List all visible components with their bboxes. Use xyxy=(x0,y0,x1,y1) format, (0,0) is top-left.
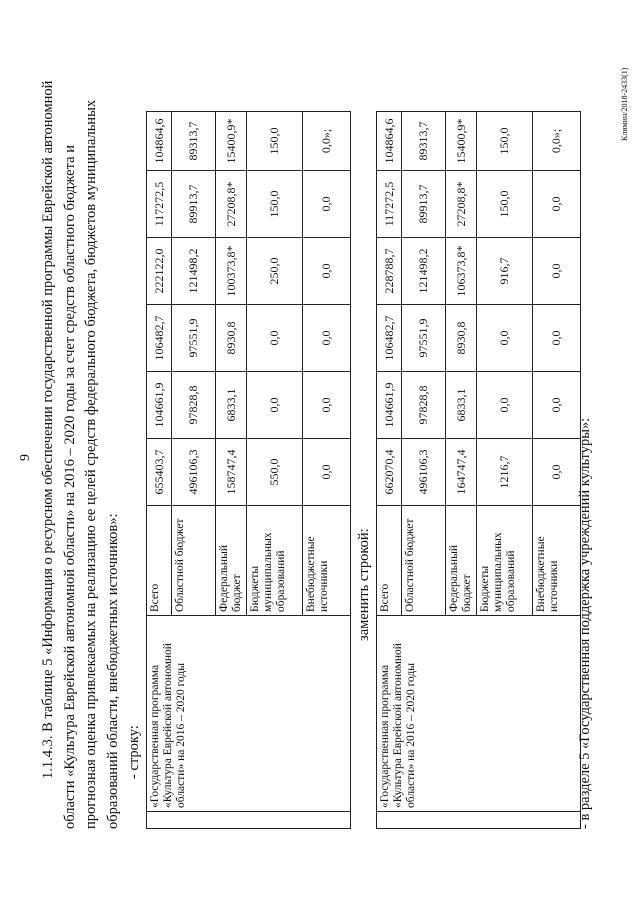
value-cell: 662070,4 xyxy=(377,439,402,506)
value-cell: 0,0 xyxy=(533,439,581,506)
table-old-row xyxy=(146,111,351,829)
source-cell: Бюджеты муниципальных образований xyxy=(247,506,303,616)
value-cell: 117272,5 xyxy=(377,171,402,238)
value-cell: 0,0 xyxy=(247,305,303,372)
value-cell: 0,0 xyxy=(533,171,581,238)
value-cell: 89313,7 xyxy=(402,112,446,171)
footer-section-5-line: - в разделе 5 «Государственная поддержка учреждений культуры»: xyxy=(577,417,593,829)
value-cell: 6833,1 xyxy=(446,372,477,439)
value-cell: 164747,4 xyxy=(446,439,477,506)
value-cell: 104661,9 xyxy=(377,372,402,439)
source-cell: Федеральный бюджет xyxy=(216,506,247,616)
page-number: 9 xyxy=(18,454,33,461)
value-cell: 0,0»; xyxy=(533,112,581,171)
value-cell: 104864,6 xyxy=(147,112,172,171)
value-cell: 6833,1 xyxy=(216,372,247,439)
value-cell: 250,0 xyxy=(247,238,303,305)
value-cell: 8930,8 xyxy=(446,305,477,372)
table-row xyxy=(147,112,172,829)
value-cell: 150,0 xyxy=(477,171,533,238)
program-name-cell: «Государственная программа «Культура Еврейской автономной области» на 2016 – 2020 годы xyxy=(377,616,581,812)
value-cell: 0,0 xyxy=(533,238,581,305)
value-cell: 150,0 xyxy=(247,112,303,171)
value-cell: 496106,3 xyxy=(172,439,216,506)
value-cell: 89913,7 xyxy=(172,171,216,238)
value-cell: 496106,3 xyxy=(402,439,446,506)
value-cell: 121498,2 xyxy=(402,238,446,305)
document-stamp: Климин/2018-2433(1) xyxy=(620,67,629,141)
source-cell: Внебюджетные источники xyxy=(533,506,581,616)
value-cell: 0,0 xyxy=(303,439,351,506)
value-cell: 27208,8* xyxy=(216,171,247,238)
value-cell: 0,0»; xyxy=(303,112,351,171)
source-cell: Бюджеты муниципальных образований xyxy=(477,506,533,616)
value-cell: 0,0 xyxy=(477,372,533,439)
value-cell: 0,0 xyxy=(533,305,581,372)
source-cell: Всего xyxy=(147,506,172,616)
value-cell: 15400,9* xyxy=(446,112,477,171)
value-cell: 158747,4 xyxy=(216,439,247,506)
value-cell: 97551,9 xyxy=(172,305,216,372)
value-cell: 117272,5 xyxy=(147,171,172,238)
value-cell: 916,7 xyxy=(477,238,533,305)
value-cell: 104661,9 xyxy=(147,372,172,439)
paragraph-line: прогнозная оценка привлекаемых на реализацию ее целей средств федерального бюджета, бюджетов муниципальных xyxy=(83,99,99,829)
paragraph-line: области «Культура Еврейской автономной области» на 2016 – 2020 годы за счет средств областного бюджета и xyxy=(61,145,78,829)
value-cell: 0,0 xyxy=(303,171,351,238)
intro-string-label: - строку: xyxy=(126,725,142,779)
source-cell: Областной бюджет xyxy=(402,506,446,616)
value-cell: 27208,8* xyxy=(446,171,477,238)
value-cell: 0,0 xyxy=(303,238,351,305)
value-cell: 0,0 xyxy=(477,305,533,372)
value-cell: 8930,8 xyxy=(216,305,247,372)
source-cell: Федеральный бюджет xyxy=(446,506,477,616)
program-name-cell: «Государственная программа «Культура Еврейской автономной области» на 2016 – 2020 годы xyxy=(147,616,351,812)
value-cell: 106482,7 xyxy=(377,305,402,372)
value-cell: 1216,7 xyxy=(477,439,533,506)
value-cell: 15400,9* xyxy=(216,112,247,171)
source-cell: Областной бюджет xyxy=(172,506,216,616)
value-cell: 222122,0 xyxy=(147,238,172,305)
value-cell: 104864,6 xyxy=(377,112,402,171)
value-cell: 89913,7 xyxy=(402,171,446,238)
value-cell: 0,0 xyxy=(303,305,351,372)
value-cell: 150,0 xyxy=(477,112,533,171)
source-cell: Внебюджетные источники xyxy=(303,506,351,616)
value-cell: 89313,7 xyxy=(172,112,216,171)
value-cell: 121498,2 xyxy=(172,238,216,305)
value-cell: 100373,8* xyxy=(216,238,247,305)
table-row xyxy=(377,112,402,829)
table-cell xyxy=(147,812,351,829)
value-cell: 150,0 xyxy=(247,171,303,238)
table-cell xyxy=(377,812,581,829)
value-cell: 655403,7 xyxy=(147,439,172,506)
value-cell: 97551,9 xyxy=(402,305,446,372)
table-new-row xyxy=(376,111,581,829)
value-cell: 106482,7 xyxy=(147,305,172,372)
value-cell: 228788,7 xyxy=(377,238,402,305)
paragraph-1-1-4-3 xyxy=(38,39,124,829)
value-cell: 0,0 xyxy=(247,372,303,439)
paragraph-line: образований области, внебюджетных источников»: xyxy=(104,513,121,829)
value-cell: 550,0 xyxy=(247,439,303,506)
paragraph-line: 1.1.4.3. В таблице 5 «Информация о ресурсном обеспечении государственной программы Еврейской автономной xyxy=(40,80,56,779)
value-cell: 0,0 xyxy=(533,372,581,439)
source-cell: Всего xyxy=(377,506,402,616)
value-cell: 97828,8 xyxy=(402,372,446,439)
value-cell: 97828,8 xyxy=(172,372,216,439)
replace-label: заменить строкой: xyxy=(356,528,372,641)
value-cell: 106373,8* xyxy=(446,238,477,305)
value-cell: 0,0 xyxy=(303,372,351,439)
